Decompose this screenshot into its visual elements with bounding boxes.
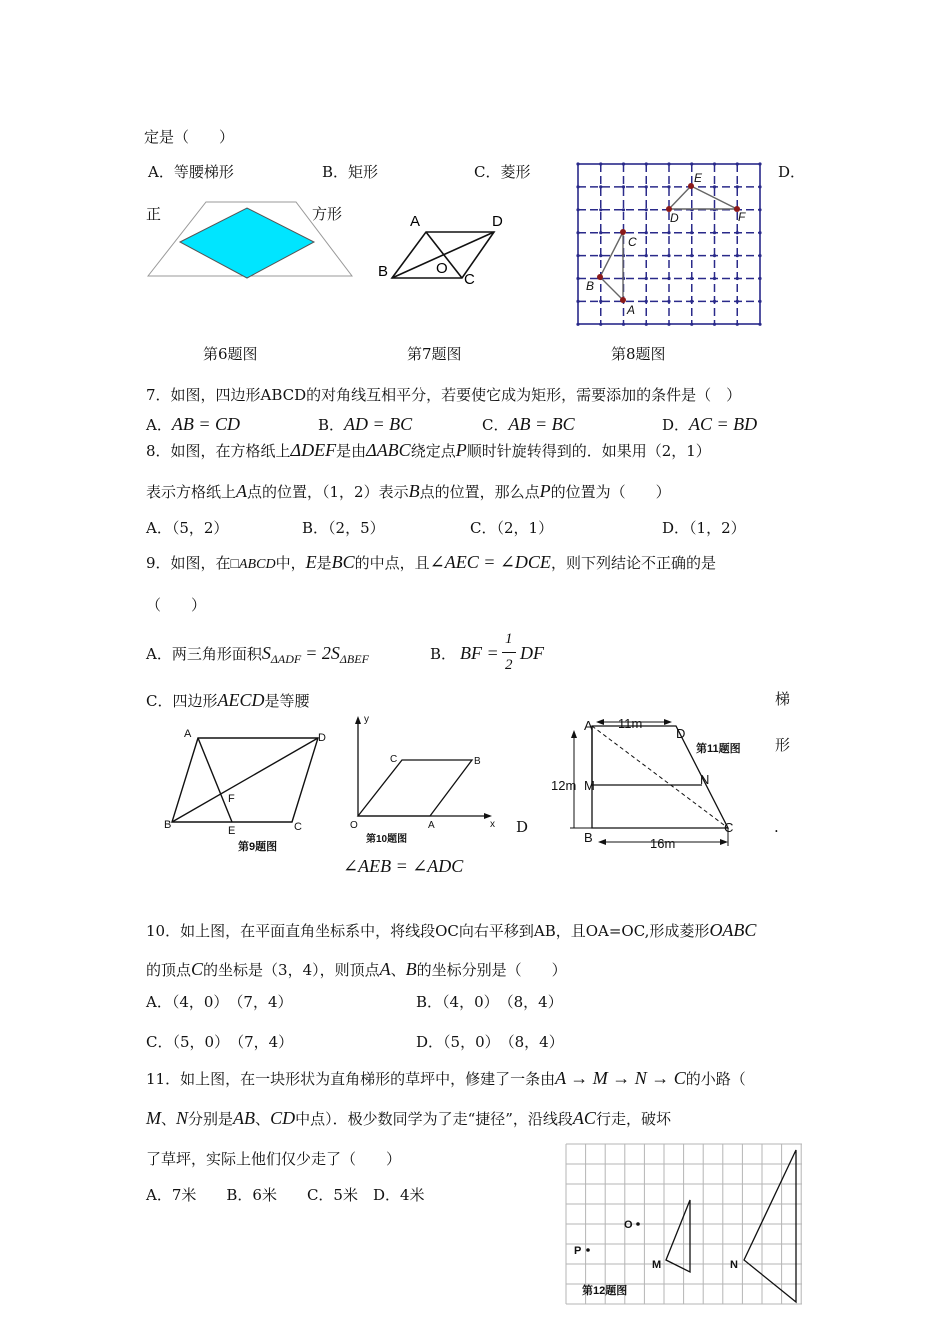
fig8-grid-dot	[599, 208, 602, 211]
q8-text-1: 8．如图，在方格纸上	[146, 442, 291, 460]
fig8-grid-dot	[667, 231, 670, 234]
fig8-grid-dot	[599, 231, 602, 234]
fig12-label-m: M	[652, 1259, 662, 1271]
q9-option-c-tail1: 梯	[775, 690, 791, 708]
q6-option-d-cont2: 方形	[312, 205, 343, 223]
fig8-triangle-def	[669, 186, 737, 209]
q8-option-b: B．（2，5）	[302, 519, 385, 537]
fig8-grid-dot	[599, 254, 602, 257]
fig8-triangle-abc	[600, 232, 623, 300]
q10-option-c: C．（5，0） （7，4）	[146, 1033, 294, 1051]
fig11-dim-top-arrow-right	[664, 719, 672, 725]
q9-text-5: ，则下列结论不正确的是	[550, 554, 716, 572]
q11-math-path: A → M → N → C	[555, 1068, 686, 1088]
q9-option-a-sub1: ΔADF	[270, 652, 302, 666]
q10-math-oabc: OABC	[709, 920, 757, 940]
q7-stem: 7．如图，四边形ABCD的对角线互相平分，若要使它成为矩形，需要添加的条件是（ ）	[146, 386, 742, 404]
q9-option-c	[146, 690, 310, 712]
fig8-point-c	[620, 229, 626, 235]
fig9-label-b: B	[164, 819, 172, 831]
fig12-point-o	[636, 1222, 640, 1226]
fig11-label-m: M	[584, 778, 595, 793]
fig8-label-d: D	[670, 211, 679, 225]
fig8-grid-dot	[690, 300, 693, 303]
fig8-grid-dot	[645, 300, 648, 303]
q11-line3: 了草坪，实际上他们仅少走了（ ）	[146, 1150, 402, 1168]
q8-math-p2: P	[539, 481, 551, 501]
q8-math-b: B	[408, 481, 420, 501]
q10-math-c: C	[191, 959, 204, 979]
q9-option-b-fraction-bar	[502, 652, 516, 653]
fig8-grid-dot	[622, 185, 625, 188]
fig8-grid-dot	[690, 277, 693, 280]
fig9-label-f: F	[228, 793, 235, 805]
q10-math-b: B	[405, 959, 417, 979]
q11-text-5: 、	[255, 1110, 271, 1128]
q8-math-abc: ΔABC	[366, 440, 411, 460]
fig11-label-c: C	[724, 820, 734, 835]
fig11-dim-bottom-arrow-right	[720, 839, 728, 845]
fig12-label-o: O	[624, 1219, 633, 1231]
q9-option-b-prefix: B．	[430, 645, 457, 663]
fig10-caption: 第10题图	[366, 834, 408, 845]
q11-text-7: 行走，破坏	[595, 1110, 671, 1128]
fig11-caption: 第11题图	[696, 743, 741, 755]
fig8-grid-dot	[667, 300, 670, 303]
fig8-grid-dot	[645, 185, 648, 188]
fig9-label-d: D	[318, 732, 326, 744]
fig12-point-p	[586, 1248, 590, 1252]
fig8-label-b: B	[586, 279, 595, 293]
q8-line2-text-3: 点的位置，那么点	[419, 483, 540, 501]
fig7-label-a: A	[410, 213, 421, 230]
q9-option-b-rhs: DF	[520, 643, 544, 663]
q7-option-a-math: AB = CD	[171, 414, 240, 434]
q8-line2-text-4: 的位置为（ ）	[550, 483, 671, 501]
q8-line1	[146, 440, 711, 462]
fig9-diagram	[160, 726, 340, 856]
q6-option-d: D．	[778, 163, 806, 181]
fig12-caption: 第12题图	[582, 1285, 628, 1297]
q7-option-c-math: AB = BC	[508, 414, 575, 434]
q10-line2-text-1: 的顶点	[146, 961, 192, 979]
fig8-grid-dot	[736, 185, 739, 188]
fig9-label-a: A	[184, 728, 192, 740]
fig8-point-b	[597, 274, 603, 280]
q11-math-n: N	[176, 1108, 189, 1128]
q9-option-c-text1: C．四边形	[146, 692, 218, 710]
fig8-grid-dot	[645, 231, 648, 234]
fig8-grid-dot	[599, 185, 602, 188]
fig8-grid-dot	[713, 254, 716, 257]
fig6-caption: 第6题图	[203, 345, 258, 363]
fig8-point-a	[620, 297, 626, 303]
fig6-rhombus	[180, 208, 314, 278]
q9-text-1: 9．如图，在	[146, 554, 231, 572]
q9-option-b-num: 1	[505, 631, 513, 647]
q11-text-6: 中点）．极少数同学为了走“捷径”，沿线段	[295, 1110, 573, 1128]
q11-math-cd: CD	[270, 1108, 296, 1128]
q10-math-a: A	[379, 959, 391, 979]
fig8-label-c: C	[628, 235, 637, 249]
fig11-diagram	[548, 712, 748, 852]
fig8-grid-dot	[622, 208, 625, 211]
fig8-label-f: F	[738, 210, 746, 224]
fig8-grid-dot	[645, 208, 648, 211]
q9-option-a-sub2: ΔBEF	[339, 652, 369, 666]
q9-option-a-text: A．两三角形面积	[146, 645, 262, 663]
q9-line1	[146, 552, 716, 574]
q10-option-b: B．（4，0） （8，4）	[416, 993, 563, 1011]
fig11-dim-bottom-label: 16m	[650, 836, 676, 851]
q9-option-a	[146, 643, 369, 666]
q9-option-d-prefix: D	[516, 818, 529, 836]
fig10-y-arrow	[355, 716, 361, 724]
q7-option-c	[482, 414, 575, 436]
fig8-label-e: E	[694, 171, 703, 185]
q7-option-d-math: AC = BD	[689, 414, 758, 434]
q9-math-e: E	[305, 552, 317, 572]
q8-text-2: 是由	[336, 442, 367, 460]
q8-line2-text-2: 点的位置，（1，2）表示	[247, 483, 409, 501]
q8-option-d: D．（1，2）	[662, 519, 746, 537]
fig7-label-b: B	[378, 263, 389, 280]
fig11-dim-left-arrow-top	[571, 730, 577, 738]
fig8-grid-dot	[667, 254, 670, 257]
q7-option-a	[146, 414, 240, 436]
fig8-grid-dot	[713, 185, 716, 188]
fig7-label-d: D	[492, 213, 503, 230]
q8-option-a: A．（5，2）	[146, 519, 229, 537]
fig12-diagram	[562, 1142, 806, 1306]
fig10-label-c: C	[390, 754, 398, 765]
fig8-grid-dot	[736, 277, 739, 280]
q8-math-a: A	[236, 481, 248, 501]
q7-option-d	[662, 414, 757, 436]
fig10-label-y: y	[364, 714, 369, 725]
fig9-caption: 第9题图	[238, 841, 278, 853]
fig7-label-c: C	[464, 271, 475, 288]
q7-option-a-prefix: A．	[146, 416, 172, 434]
fig10-diagram	[346, 712, 506, 852]
q8-text-4: 顺时针旋转得到的．如果用（2，1）	[466, 442, 711, 460]
fig7-caption: 第7题图	[407, 345, 462, 363]
q10-option-a: A．（4，0） （7，4）	[146, 993, 293, 1011]
fig7-label-o: O	[436, 260, 448, 277]
fig10-label-a: A	[428, 820, 435, 831]
q8-math-p: P	[455, 440, 467, 460]
q6-option-d-cont1: 正	[146, 205, 162, 223]
q10-option-d: D．（5，0） （8，4）	[416, 1033, 564, 1051]
q9-math-parallelogram: □ABCD	[230, 557, 276, 572]
fig10-label-b: B	[474, 756, 481, 767]
fig8-grid-dot	[736, 300, 739, 303]
q8-text-3: 绕定点	[410, 442, 456, 460]
q10-line1	[146, 920, 756, 942]
fig12-large-triangle	[744, 1150, 796, 1302]
fig8-grid-dot	[645, 254, 648, 257]
fig11-dim-top-arrow-left	[596, 719, 604, 725]
fig8-label-a: A	[627, 303, 636, 317]
fig11-label-b: B	[584, 830, 593, 845]
q10-line2-text-3: 、	[390, 961, 406, 979]
q10-text-1: 10．如上图，在平面直角坐标系中，将线段OC向右平移到AB，且OA=OC,形成菱形	[146, 922, 710, 940]
fig9-label-e: E	[228, 825, 236, 837]
q10-line2	[146, 959, 567, 981]
fig6-diagram	[146, 198, 356, 282]
q7-option-d-prefix: D．	[662, 416, 690, 434]
q8-line2-text-1: 表示方格纸上	[146, 483, 237, 501]
fig8-grid-dot	[736, 254, 739, 257]
q11-text-2: 的小路（	[685, 1070, 746, 1088]
q8-math-def: ΔDEF	[290, 440, 337, 460]
fig11-label-n: N	[700, 772, 710, 787]
q9-option-c-text2: 是等腰	[264, 692, 310, 710]
fig7-diagram	[376, 212, 506, 292]
q11-text-3: 、	[161, 1110, 177, 1128]
fig8-grid-dot	[713, 300, 716, 303]
q11-text-1: 11．如上图，在一块形状为直角梯形的草坪中，修建了一条由	[146, 1070, 556, 1088]
q9-option-a-eq: = 2S	[305, 643, 340, 663]
fig11-dim-bottom-arrow-left	[598, 839, 606, 845]
q9-option-b-den: 2	[505, 657, 513, 673]
q11-options: A．7米 B．6米 C．5米 D．4米	[146, 1186, 425, 1204]
q11-math-ac: AC	[572, 1108, 596, 1128]
fig8-grid-dot	[690, 254, 693, 257]
fig8-grid-dot	[713, 277, 716, 280]
fig8-grid-dot	[667, 277, 670, 280]
intro-line: 定是（ ）	[144, 128, 235, 146]
q6-option-c: C．菱形	[474, 163, 531, 181]
fig12-small-triangle	[666, 1200, 690, 1272]
q7-option-b-math: AD = BC	[344, 414, 413, 434]
q9-math-angles: ∠AEC = ∠DCE	[429, 552, 551, 572]
q9-text-4: 的中点，且	[354, 554, 430, 572]
q9-option-c-tail2: 形	[775, 736, 791, 754]
fig8-grid-dot	[599, 300, 602, 303]
fig9-segment-ae	[198, 738, 232, 822]
fig10-label-x: x	[490, 819, 495, 830]
q9-text-3: 是	[316, 554, 332, 572]
q7-option-c-prefix: C．	[482, 416, 509, 434]
q9-math-bc: BC	[331, 552, 355, 572]
fig10-rhombus	[358, 760, 472, 816]
q8-option-c: C．（2，1）	[470, 519, 554, 537]
q7-option-b	[318, 414, 412, 436]
fig8-diagram	[574, 160, 766, 328]
q9-option-c-math: AECD	[217, 690, 265, 710]
q11-line1	[146, 1068, 746, 1090]
q9-option-d-math: ∠AEB = ∠ADC	[343, 856, 464, 876]
fig12-grid	[566, 1144, 802, 1304]
q11-math-ab: AB	[233, 1108, 256, 1128]
q9-option-b-lhs: BF =	[460, 643, 499, 663]
fig11-label-d: D	[676, 726, 686, 741]
fig8-grid-dot	[713, 231, 716, 234]
fig8-grid-dot	[645, 277, 648, 280]
q11-text-4: 分别是	[188, 1110, 234, 1128]
q6-option-b: B．矩形	[322, 163, 379, 181]
fig12-label-n: N	[730, 1259, 738, 1271]
fig8-grid-dot	[690, 231, 693, 234]
q9-paren: （ ）	[146, 596, 207, 614]
fig11-dim-top-label: 11m	[618, 716, 643, 731]
fig8-grid-dot	[667, 185, 670, 188]
q10-line2-text-2: 的坐标是（3，4），则顶点	[203, 961, 380, 979]
q6-option-a: A．等腰梯形	[148, 163, 234, 181]
fig11-label-a: A	[584, 718, 593, 733]
fig11-dim-left-label: 12m	[551, 778, 577, 793]
fig10-label-o: O	[350, 820, 358, 831]
fig12-label-p: P	[574, 1245, 582, 1257]
fig9-label-c: C	[294, 821, 302, 833]
q7-option-b-prefix: B．	[318, 416, 345, 434]
fig8-caption: 第8题图	[611, 345, 666, 363]
q8-line2	[146, 481, 671, 503]
q11-line2	[146, 1108, 671, 1130]
fig8-grid-dot	[736, 231, 739, 234]
q9-option-d-dot: .	[774, 818, 779, 836]
q9-option-a-s: S	[261, 643, 271, 663]
q10-line2-text-4: 的坐标分别是（ ）	[416, 961, 567, 979]
q11-math-m: M	[146, 1108, 161, 1128]
q9-text-2: 中，	[275, 554, 306, 572]
